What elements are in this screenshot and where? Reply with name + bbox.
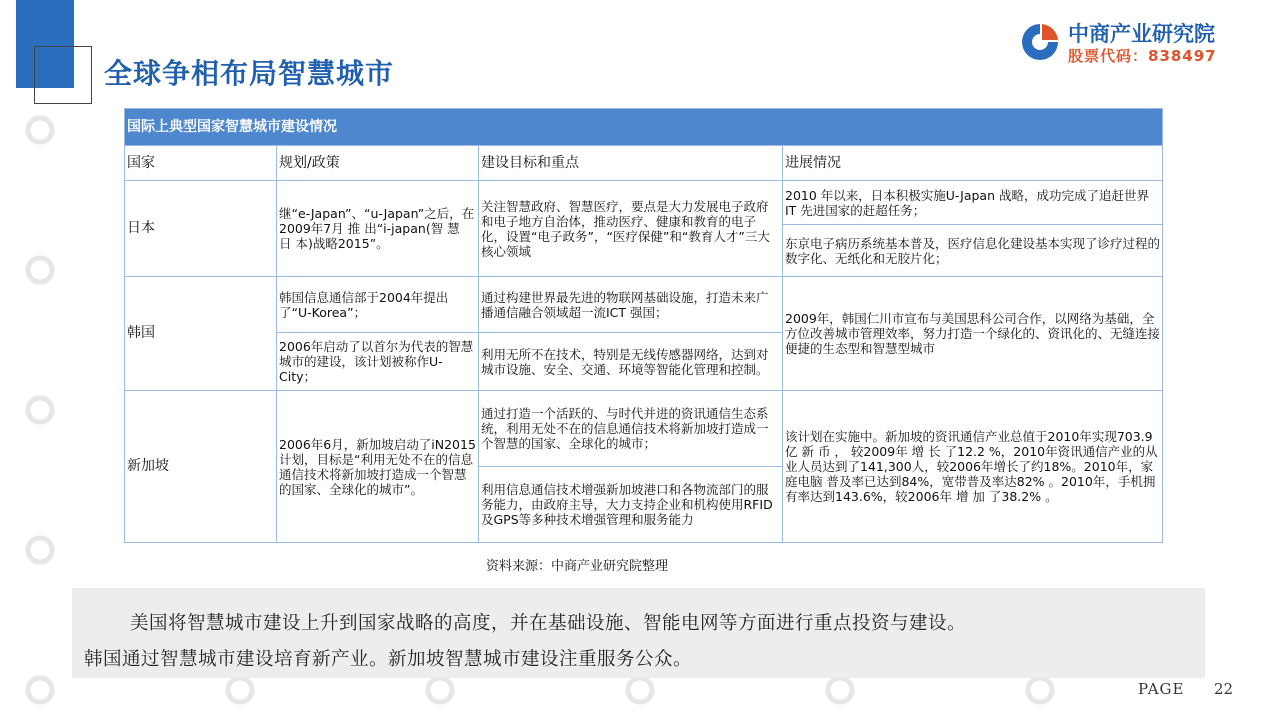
cell-policy-singapore: 2006年6月，新加坡启动了iN2015计划，目标是“利用无处不在的信息通信技术将新加坡打造成一个智慧的国家、全球化的城市”。	[277, 391, 479, 543]
logo-name: 中商产业研究院	[1068, 22, 1215, 46]
cell-progress-japan-2: 东京电子病历系统基本普及，医疗信息化建设基本实现了诊疗过程的数字化、无纸化和无胶片化；	[783, 225, 1163, 277]
company-logo	[1018, 18, 1238, 66]
cell-goal-japan: 关注智慧政府、智慧医疗，要点是大力发展电子政府和电子地方自治体，推动医疗、健康和教育的电子化，设置“电子政务”，“医疗保健”和“教育人才”三大核心领域	[479, 181, 783, 277]
smart-city-table-wrapper	[124, 108, 1162, 543]
cell-country-singapore: 新加坡	[125, 391, 277, 543]
cell-country-korea: 韩国	[125, 277, 277, 391]
cell-goal-korea-2: 利用无所不在技术，特别是无线传感器网络，达到对城市设施、安全、交通、环境等智能化管理和控制。	[479, 333, 783, 391]
cell-progress-korea: 2009年，韩国仁川市宣布与美国思科公司合作，以网络为基础，全方位改善城市管理效率，努力打造一个绿化的、资讯化的、无缝连接便捷的生态型和智慧型城市	[783, 277, 1163, 391]
logo-stock-code: 股票代码：838497	[1068, 47, 1217, 65]
cell-policy-japan: 继“e-Japan”、“u-Japan”之后，在2009年7月 推 出“i-japan(智 慧 日 本)战略2015”。	[277, 181, 479, 277]
cell-goal-singapore-1: 通过打造一个活跃的、与时代并进的资讯通信生态系统，利用无处不在的信息通信技术将新加坡打造成一个智慧的国家、全球化的城市；	[479, 391, 783, 467]
column-header-country: 国家	[125, 146, 277, 181]
column-header-progress: 进展情况	[783, 146, 1163, 181]
source-note: 资料来源：中商产业研究院整理	[486, 559, 669, 574]
table-caption: 国际上典型国家智慧城市建设情况	[125, 109, 1163, 146]
column-header-goal: 建设目标和重点	[479, 146, 783, 181]
cell-policy-korea-1: 韩国信息通信部于2004年提出了“U-Korea”；	[277, 277, 479, 333]
page-label: PAGE	[1138, 680, 1185, 698]
summary-box	[72, 588, 1205, 678]
cell-progress-japan-1: 2010 年以来，日本积极实施U-Japan 战略，成功完成了追赶世界IT 先进国家的赶超任务；	[783, 181, 1163, 225]
cell-country-japan: 日本	[125, 181, 277, 277]
cell-goal-singapore-2: 利用信息通信技术增强新加坡港口和各物流部门的服务能力，由政府主导，大力支持企业和机构使用RFID及GPS等多种技术增强管理和服务能力	[479, 467, 783, 543]
cell-goal-korea-1: 通过构建世界最先进的物联网基础设施，打造未来广播通信融合领域超一流ICT 强国；	[479, 277, 783, 333]
accent-frame	[34, 46, 92, 104]
column-header-policy: 规划/政策	[277, 146, 479, 181]
summary-line-2: 韩国通过智慧城市建设培育新产业。新加坡智慧城市建设注重服务公众。	[84, 649, 693, 670]
page-number: 22	[1214, 680, 1234, 698]
summary-line-1: 美国将智慧城市建设上升到国家战略的高度，并在基础设施、智能电网等方面进行重点投资与建设。	[130, 613, 967, 634]
cell-policy-korea-2: 2006年启动了以首尔为代表的智慧城市的建设，该计划被称作U-City；	[277, 333, 479, 391]
smart-city-table	[124, 108, 1163, 543]
logo-icon	[1018, 20, 1062, 64]
cell-progress-singapore: 该计划在实施中。新加坡的资讯通信产业总值于2010年实现703.9 亿 新 币 ， 较2009年 增 长 了12.2 %，2010年资讯通信产业的从业人员达到了141,300人，较2006年增长了约18%。2010年，家庭电脑 普及率已达到84%，宽带普及率达82% 。2010年，手机拥有率达到143.6%，较2006年 增 加 了38.2% 。	[783, 391, 1163, 543]
page-title: 全球争相布局智慧城市	[104, 57, 395, 90]
